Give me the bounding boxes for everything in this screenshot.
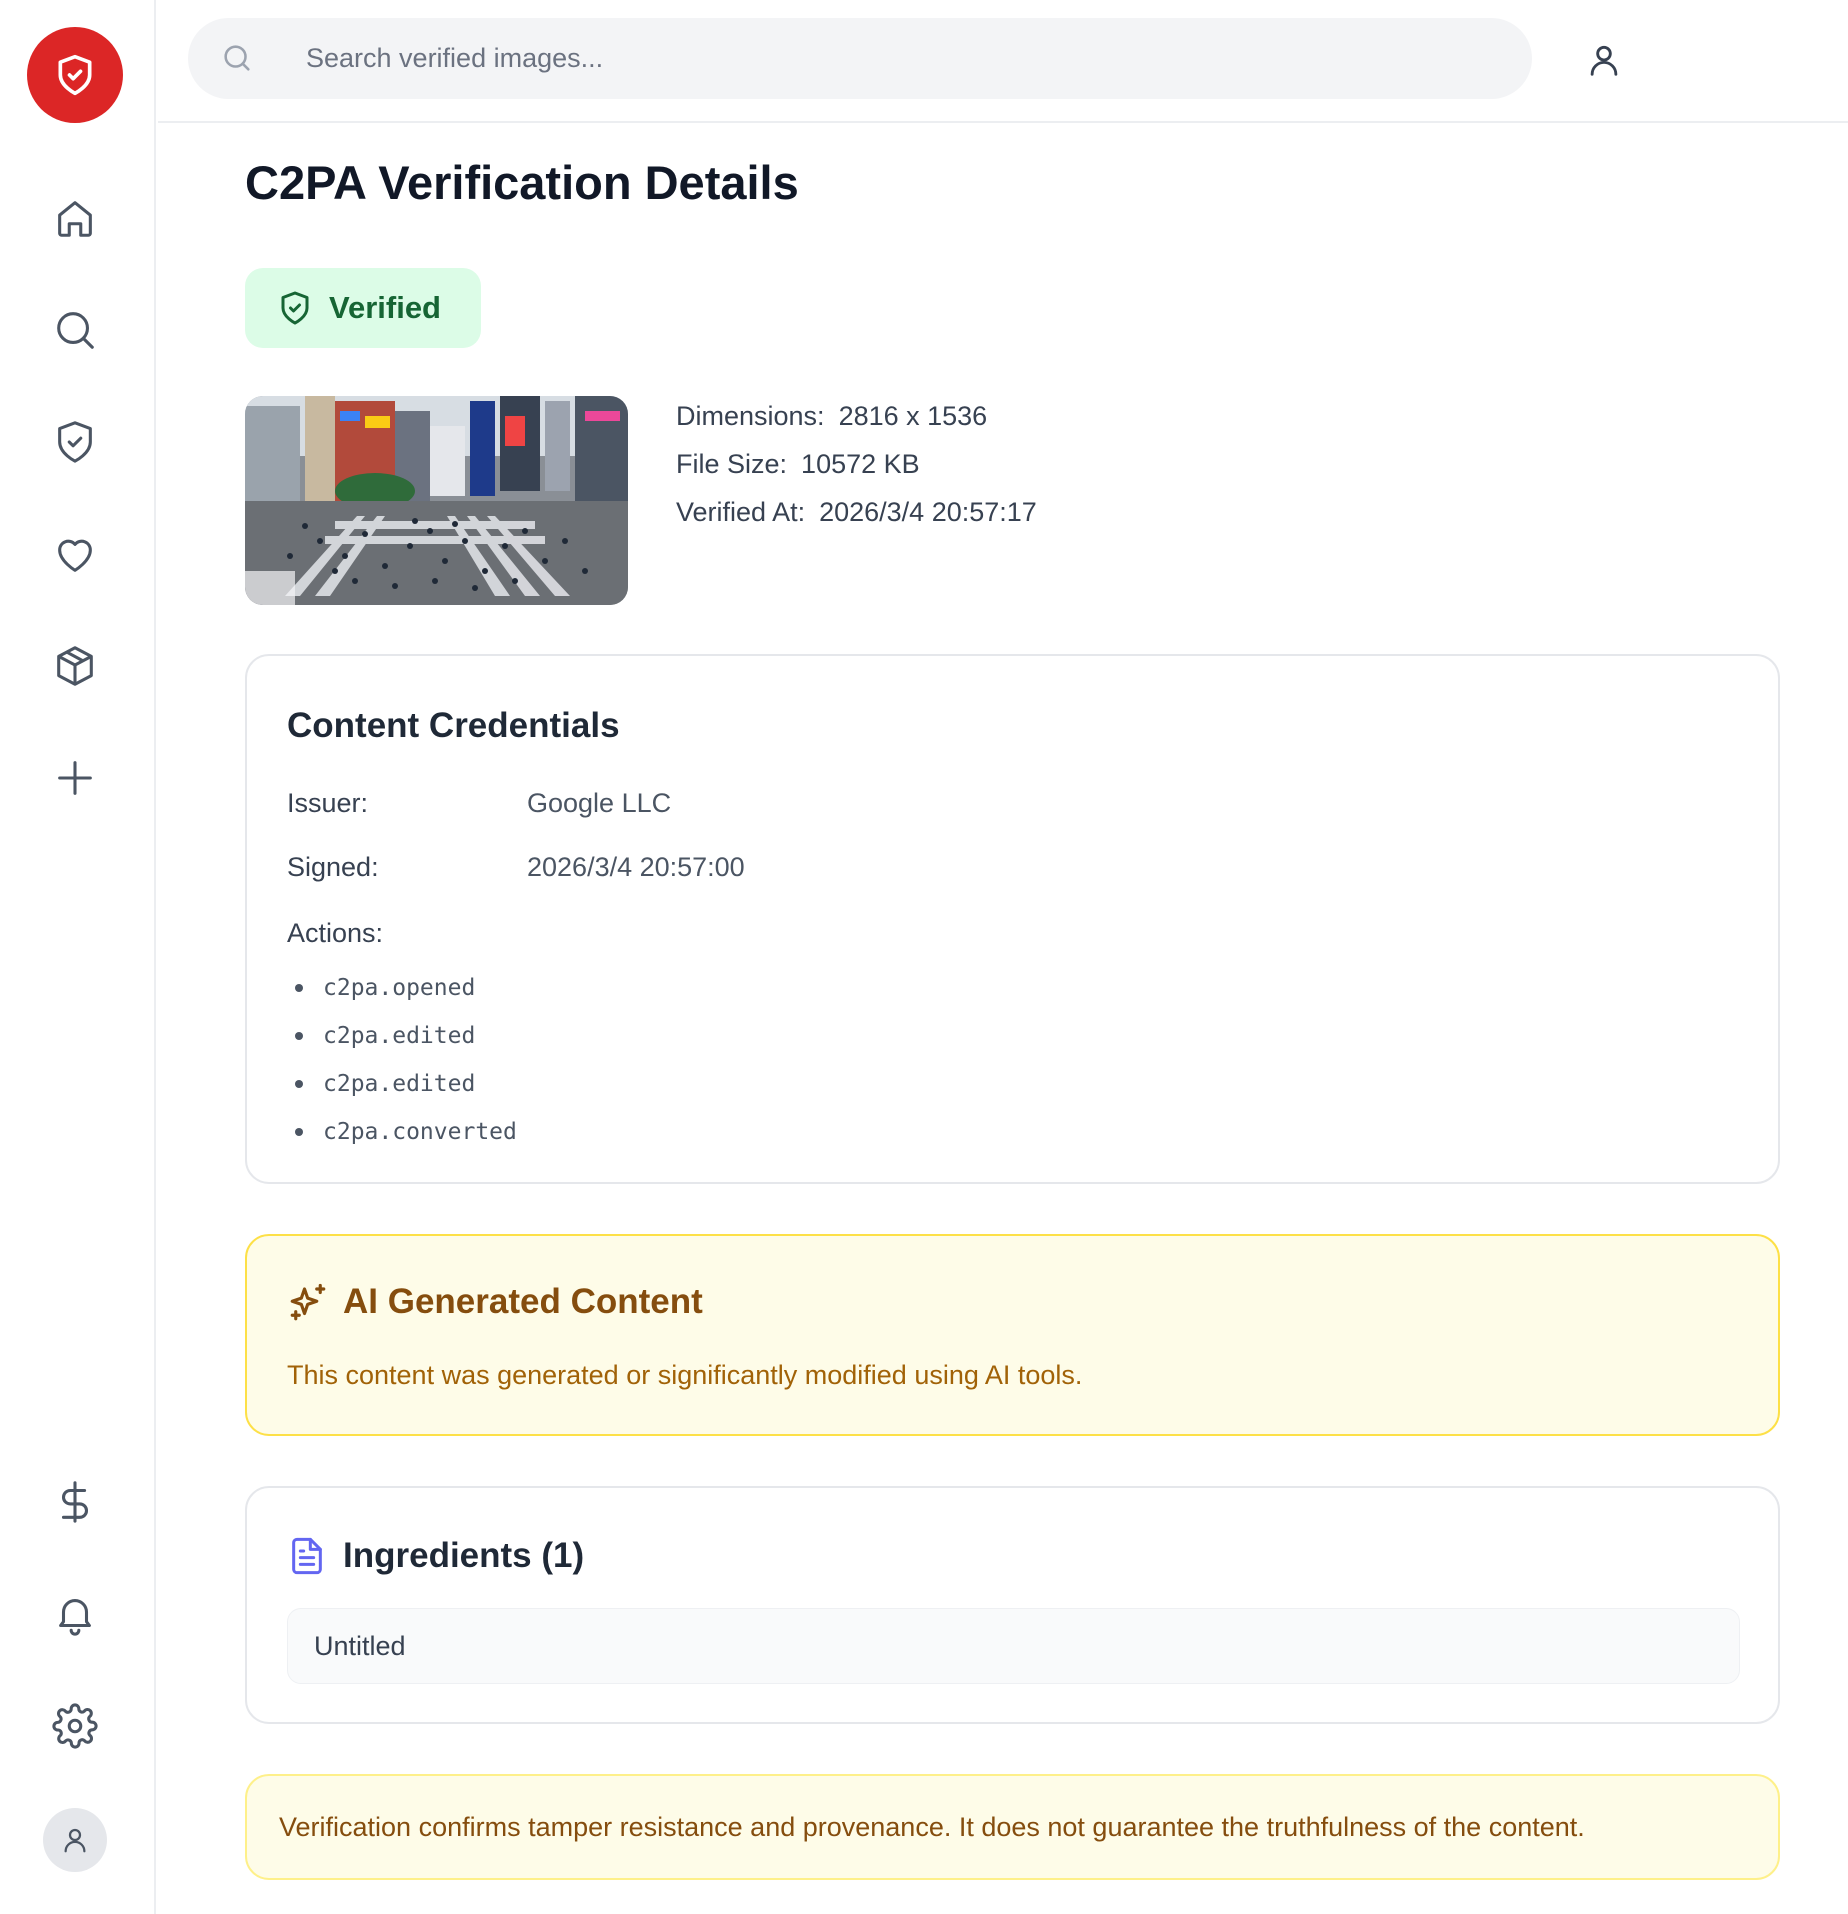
action-text: c2pa.opened [323,975,476,1001]
sidebar-item-add[interactable] [37,740,113,816]
signed-row [287,852,745,883]
status-label: Verified [329,290,441,325]
meta-value: 2026/3/4 20:57:17 [819,497,1037,527]
shield-check-icon [53,53,97,97]
sparkles-icon [287,1282,329,1324]
box-icon [52,643,98,689]
sidebar-item-verify[interactable] [37,404,113,480]
search-icon [220,41,254,75]
content-credentials-card [245,654,1780,1184]
bell-icon [52,1591,98,1637]
sidebar [0,0,156,1914]
ingredients-title: Ingredients (1) [343,1536,585,1575]
top-bar [158,0,1848,123]
sidebar-item-favorites[interactable] [37,516,113,592]
image-metadata [676,398,1037,542]
disclaimer-banner: Verification confirms tamper resistance and provenance. It does not guarantee the truthfulness of the content. [245,1774,1780,1880]
user-icon [60,1825,90,1855]
action-text: c2pa.edited [323,1023,476,1049]
sidebar-item-pricing[interactable] [37,1464,113,1540]
action-text: c2pa.converted [323,1119,517,1145]
meta-value: 10572 KB [801,449,920,479]
meta-label: File Size: [676,449,788,479]
signed-label: Signed: [287,852,379,882]
actions-list [295,964,517,1156]
list-item [295,1108,517,1156]
ingredient-item[interactable]: Untitled [287,1608,1740,1684]
heart-icon [52,531,98,577]
app-logo[interactable] [27,27,123,123]
avatar[interactable] [43,1808,107,1872]
sidebar-item-settings[interactable] [37,1688,113,1764]
image-thumbnail[interactable] [245,396,628,605]
list-item [295,964,517,1012]
meta-label: Dimensions: [676,401,825,431]
sidebar-item-notifications[interactable] [37,1576,113,1652]
home-icon [52,195,98,241]
document-icon [287,1536,327,1576]
search-bar [188,18,1532,99]
sidebar-item-search[interactable] [37,292,113,368]
crosswalk-image [245,396,628,605]
meta-label: Verified At: [676,497,806,527]
issuer-label: Issuer: [287,788,369,818]
shield-check-icon [52,419,98,465]
plus-icon [52,755,98,801]
signed-value: 2026/3/4 20:57:00 [527,852,745,882]
ai-title: AI Generated Content [343,1282,703,1321]
list-item [295,1060,517,1108]
meta-value: 2816 x 1536 [838,401,988,431]
dollar-icon [52,1479,98,1525]
ai-description: This content was generated or significantly modified using AI tools. [287,1360,1083,1390]
search-icon [52,307,98,353]
status-badge [245,268,481,348]
meta-dimensions [676,398,1037,446]
sidebar-item-collections[interactable] [37,628,113,704]
ingredients-card [245,1486,1780,1724]
page-title: C2PA Verification Details [245,156,799,209]
action-text: c2pa.edited [323,1071,476,1097]
user-menu-button[interactable] [1574,30,1634,90]
gear-icon [52,1703,98,1749]
meta-verified-at [676,494,1037,542]
list-item [295,1012,517,1060]
sidebar-item-home[interactable] [37,180,113,256]
user-icon [1585,41,1623,79]
search-input[interactable] [306,18,1486,99]
shield-check-icon [277,290,313,326]
issuer-value: Google LLC [527,788,672,818]
meta-file-size [676,446,1037,494]
actions-label: Actions: [287,918,384,948]
card-title: Content Credentials [287,706,620,745]
issuer-row [287,788,671,819]
ai-generated-card [245,1234,1780,1436]
